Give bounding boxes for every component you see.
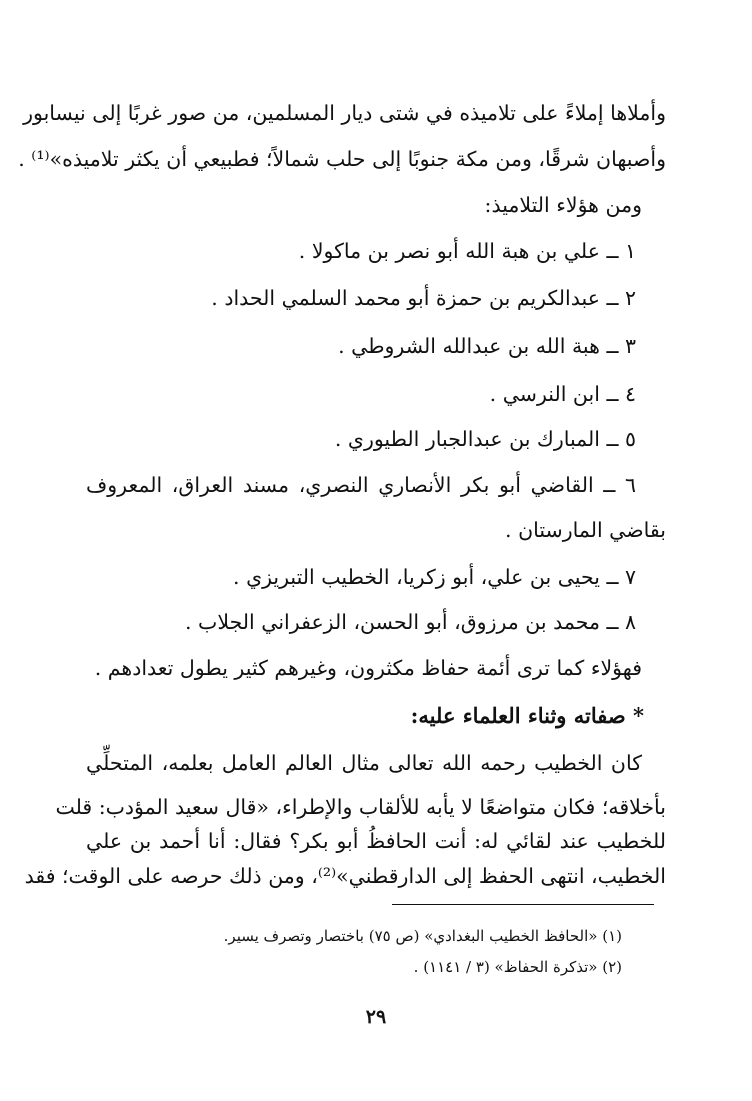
footnote-2: (٢) «تذكرة الحفاظ» (٣ / ١١٤١) . (413, 958, 622, 976)
footnote-1: (١) «الحافظ الخطيب البغدادي» (ص ٧٥) باختصار وتصرف يسير. (223, 927, 622, 945)
list-item-1: ١ ــ علي بن هبة الله أبو نصر بن ماكولا . (298, 239, 636, 263)
text-line-para-4: الخطيب، انتهى الحفظ إلى الدارقطني»⁽²⁾، ومن ذلك حرصه على الوقت؛ فقد (24, 864, 666, 888)
text-line-3: ومن هؤلاء التلاميذ: (484, 193, 642, 217)
list-item-8: ٨ ــ محمد بن مرزوق، أبو الحسن، الزعفراني الجلاب . (185, 610, 636, 634)
section-heading: * صفاته وثناء العلماء عليه: (410, 703, 644, 728)
list-item-2: ٢ ــ عبدالكريم بن حمزة أبو محمد السلمي الحداد . (211, 286, 636, 310)
list-item-7: ٧ ــ يحيى بن علي، أبو زكريا، الخطيب التبريزي . (233, 565, 636, 589)
list-item-6: ٦ ــ القاضي أبو بكر الأنصاري النصري، مسند العراق، المعروف (86, 473, 636, 497)
list-item-3: ٣ ــ هبة الله بن عبدالله الشروطي . (338, 334, 636, 358)
page-number: ٢٩ (365, 1006, 387, 1028)
list-item-4: ٤ ــ ابن النرسي . (489, 382, 636, 406)
text-line-summary: فهؤلاء كما ترى أئمة حفاظ مكثرون، وغيرهم كثير يطول تعدادهم . (94, 656, 642, 680)
text-line-para-1: كان الخطيب رحمه الله تعالى مثال العالم العامل بعلمه، المتحلِّي (86, 751, 642, 775)
text-line-2: وأصبهان شرقًا، ومن مكة جنوبًا إلى حلب شمالاً؛ فطبيعي أن يكثر تلاميذه»⁽¹⁾ . (18, 147, 666, 171)
text-line-para-2: بأخلاقه؛ فكان متواضعًا لا يأبه للألقاب والإطراء، «قال سعيد المؤدب: قلت (55, 795, 666, 819)
list-item-5: ٥ ــ المبارك بن عبدالجبار الطيوري . (334, 427, 636, 451)
footnote-separator (392, 904, 654, 905)
text-line-1: وأملاها إملاءً على تلاميذه في شتى ديار المسلمين، من صور غربًا إلى نيسابور (23, 101, 666, 125)
text-line-para-3: للخطيب عند لقائي له: أنت الحافظُ أبو بكر؟ فقال: أنا أحمد بن علي (86, 829, 666, 853)
list-item-6-continued: بقاضي المارستان . (505, 518, 666, 542)
